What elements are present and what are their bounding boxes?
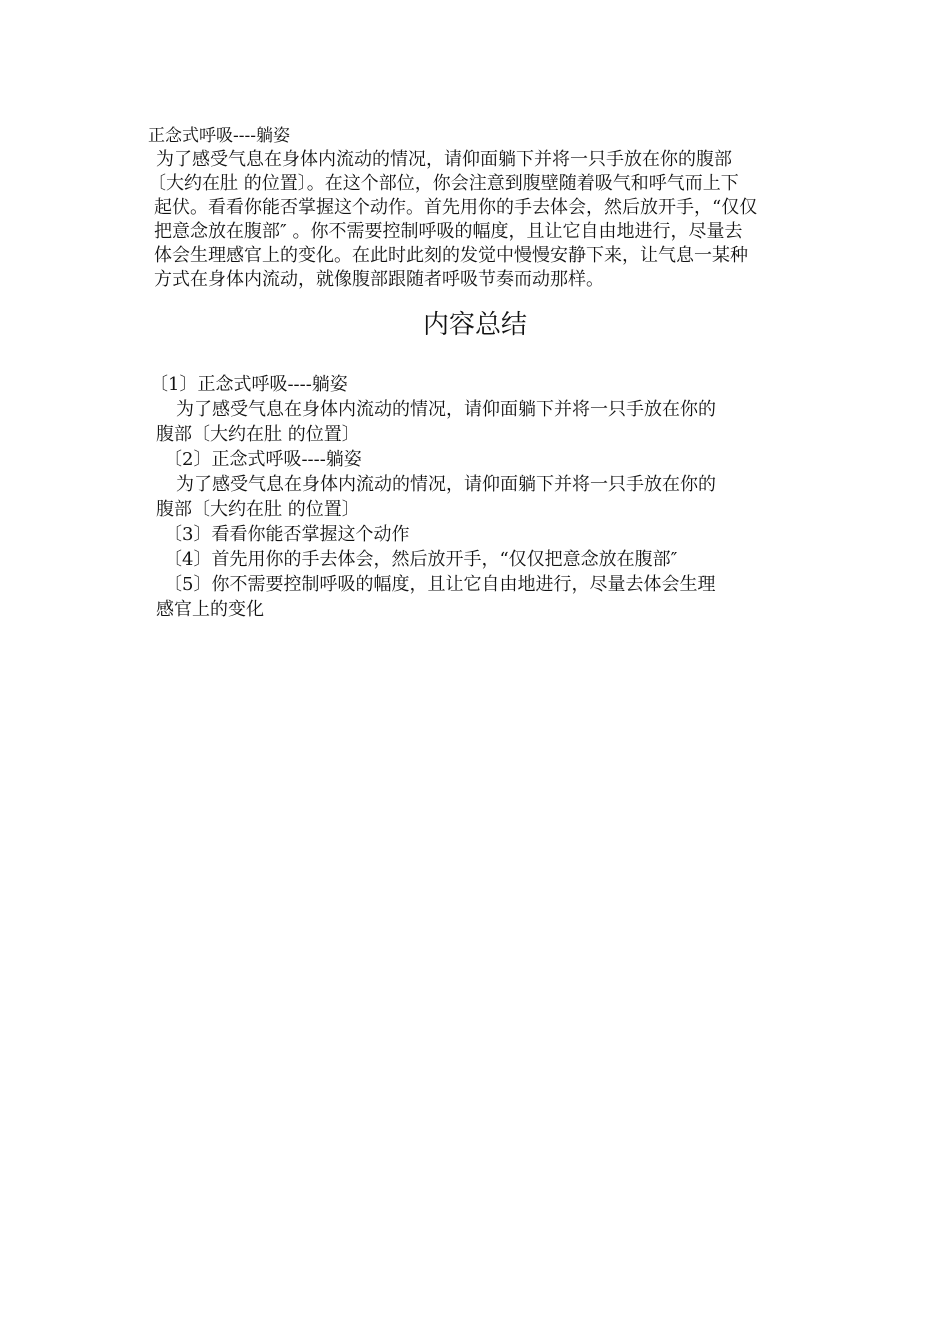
- summary-heading: 内容总结: [422, 310, 527, 340]
- summary-item-1-title: 〔1〕正念式呼吸----躺姿: [150, 374, 348, 395]
- summary-item-5: 〔5〕你不需要控制呼吸的幅度，且让它自由地进行，尽量去体会生理: [164, 574, 716, 595]
- top-paragraph-line: 〔大约在肚 的位置〕。在这个部位，你会注意到腹壁随着吸气和呼气而上下: [148, 173, 739, 194]
- top-paragraph-line: 方式在身体内流动，就像腹部跟随者呼吸节奏而动那样。: [154, 269, 604, 290]
- summary-item-1-text-cont: 腹部〔大约在肚 的位置〕: [156, 424, 360, 445]
- summary-item-4: 〔4〕首先用你的手去体会，然后放开手，“仅仅把意念放在腹部″: [164, 549, 678, 570]
- summary-item-2-text: 为了感受气息在身体内流动的情况，请仰面躺下并将一只手放在你的: [176, 474, 716, 495]
- top-paragraph-line: 体会生理感官上的变化。在此时此刻的发觉中慢慢安静下来，让气息一某种: [154, 245, 748, 266]
- summary-item-1-text: 为了感受气息在身体内流动的情况，请仰面躺下并将一只手放在你的: [176, 399, 716, 420]
- summary-item-5-cont: 感官上的变化: [156, 599, 264, 620]
- summary-item-2-title: 〔2〕正念式呼吸----躺姿: [164, 449, 362, 470]
- top-paragraph-line: 为了感受气息在身体内流动的情况，请仰面躺下并将一只手放在你的腹部: [156, 149, 732, 170]
- top-title: 正念式呼吸----躺姿: [148, 126, 290, 146]
- summary-item-3: 〔3〕看看你能否掌握这个动作: [164, 524, 410, 545]
- top-paragraph-line: 把意念放在腹部″ 。你不需要控制呼吸的幅度，且让它自由地进行，尽量去: [154, 221, 743, 242]
- top-paragraph-line: 起伏。看看你能否掌握这个动作。首先用你的手去体会，然后放开手，“仅仅: [154, 197, 758, 218]
- top-paragraph: [148, 148, 816, 292]
- summary-list: [150, 372, 830, 622]
- summary-item-2-text-cont: 腹部〔大约在肚 的位置〕: [156, 499, 360, 520]
